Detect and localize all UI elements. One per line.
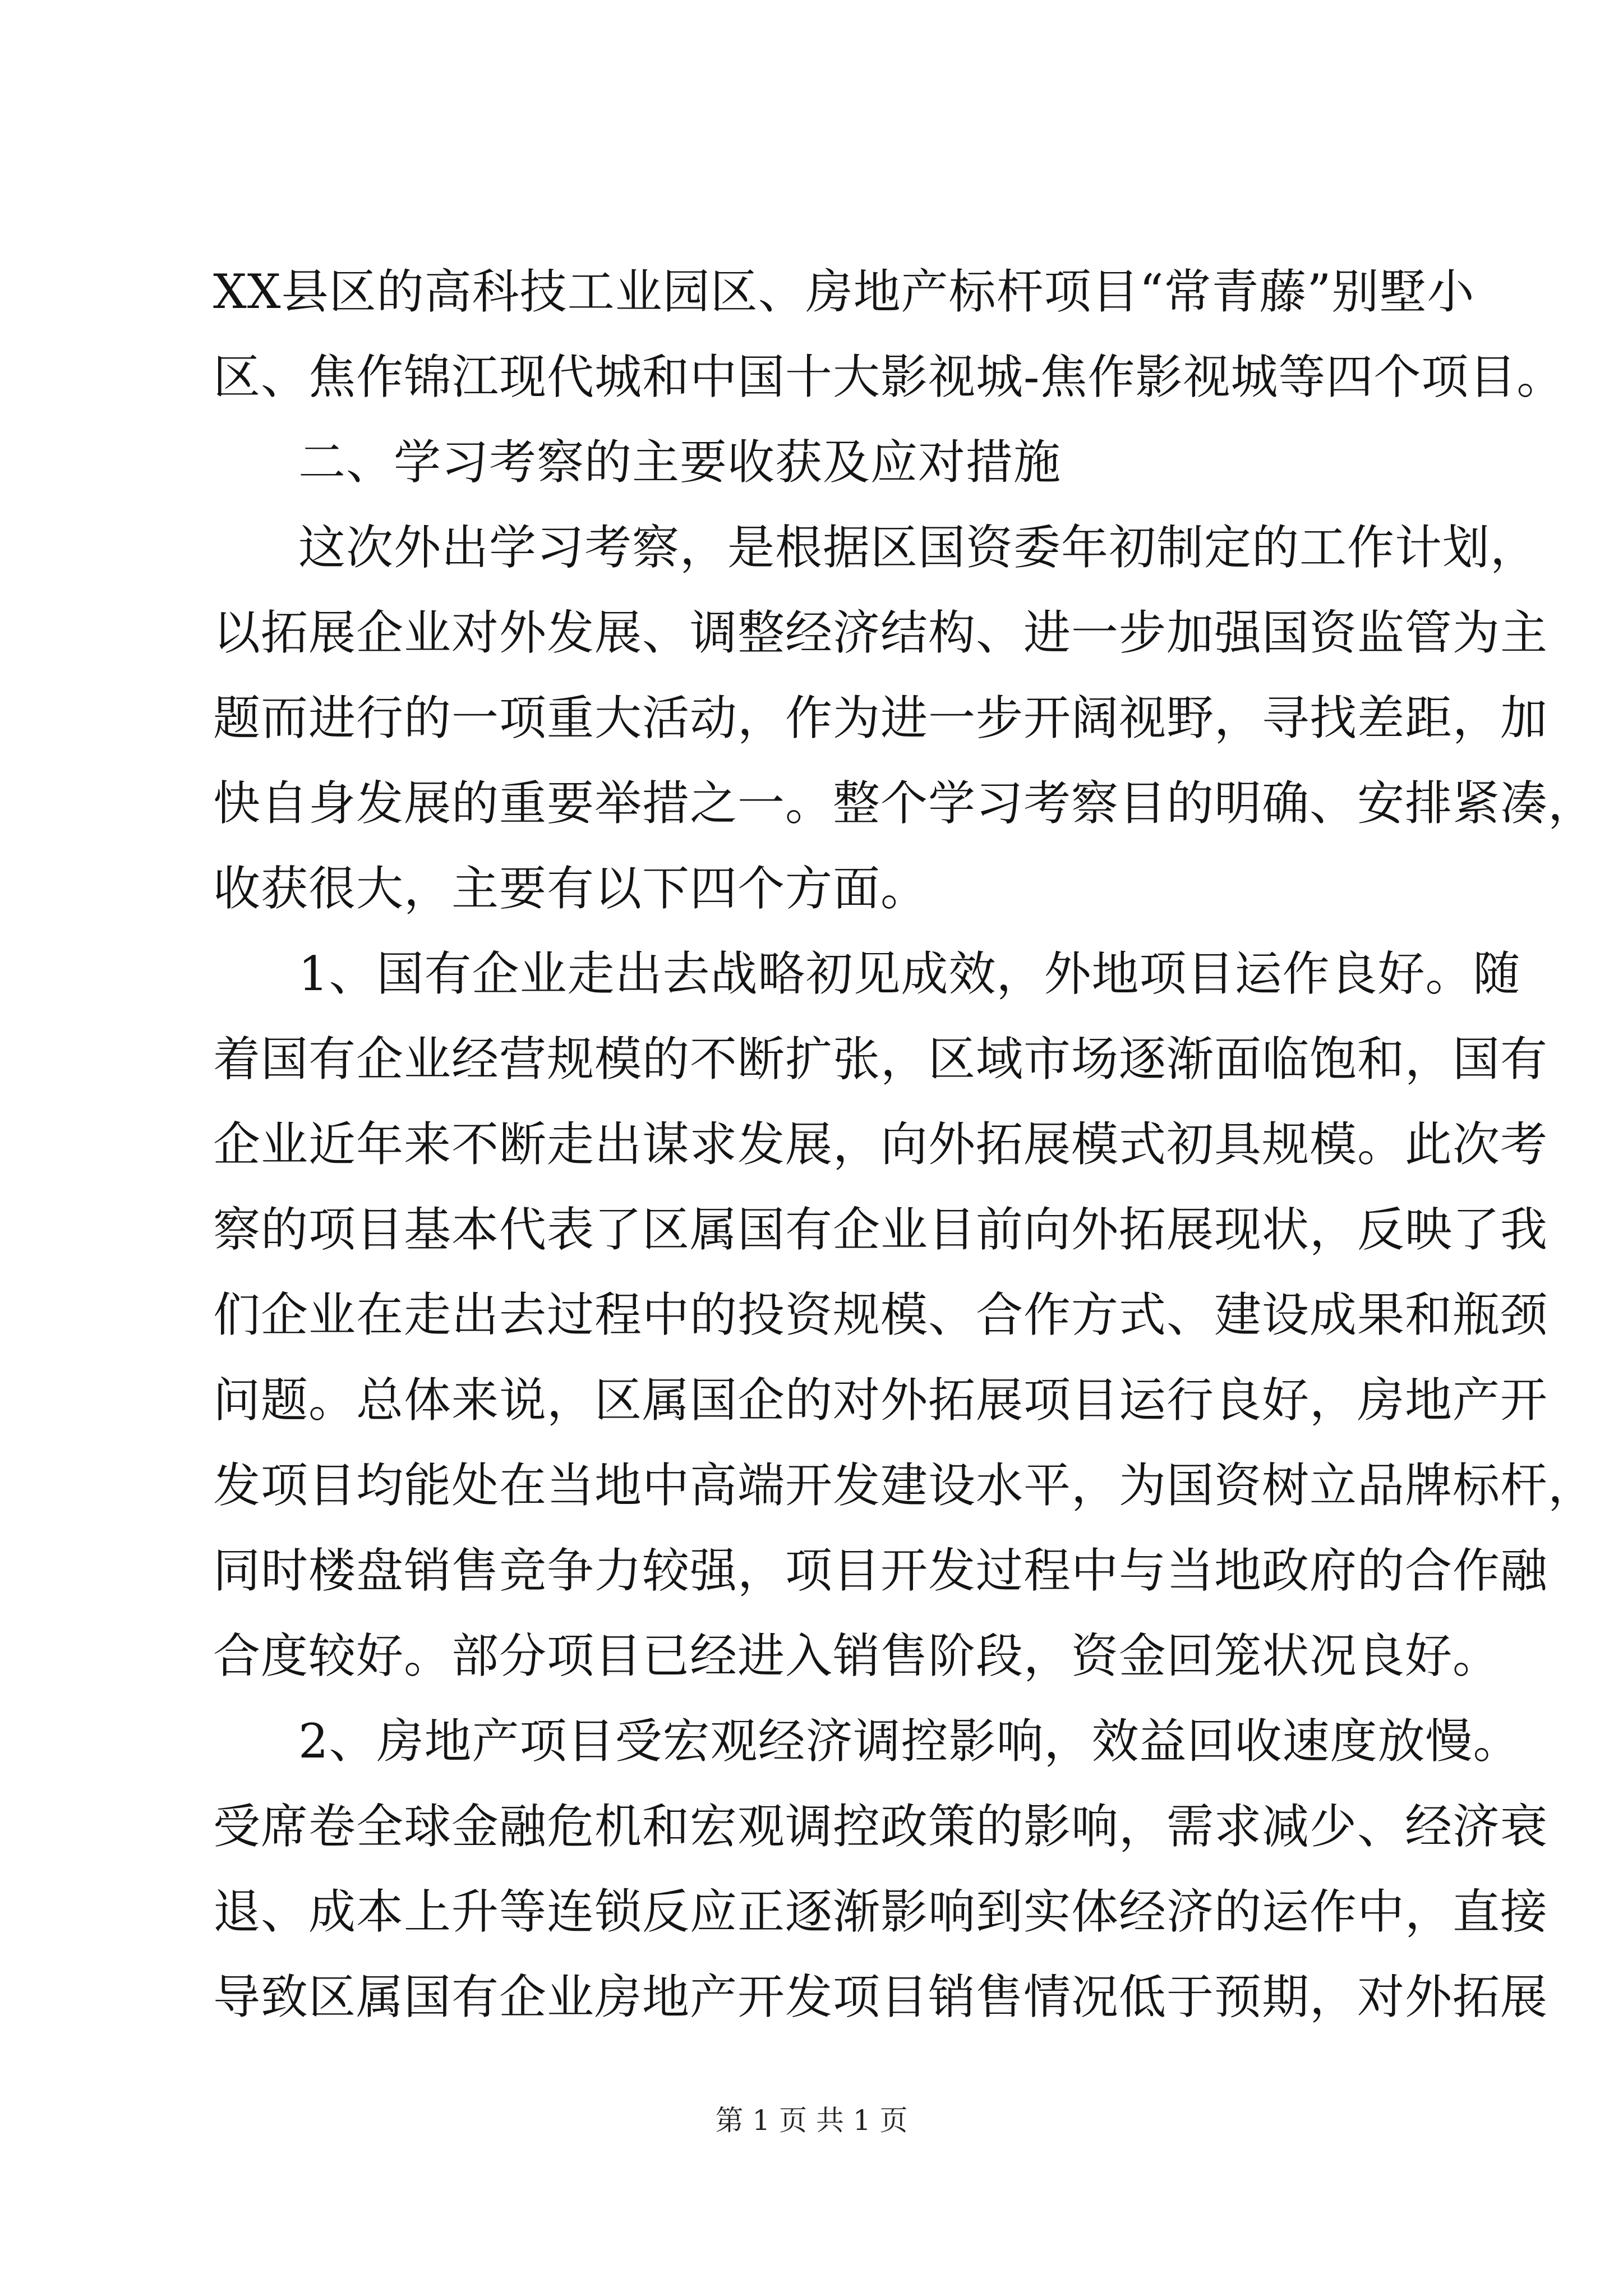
text-line: 察的项目基本代表了区属国有企业目前向外拓展现状，反映了我	[213, 1202, 1548, 1257]
text-line: 这次外出学习考察，是根据区国资委年初制定的工作计划，	[298, 520, 1538, 575]
text-line: 题而进行的一项重大活动，作为进一步开阔视野，寻找差距，加	[213, 691, 1548, 746]
text-line: 同时楼盘销售竞争力较强，项目开发过程中与当地政府的合作融	[213, 1543, 1548, 1598]
document-body	[213, 264, 1596, 2054]
text-line: 问题。总体来说，区属国企的对外拓展项目运行良好，房地产开	[213, 1373, 1548, 1428]
text-line: 着国有企业经营规模的不断扩张，区域市场逐渐面临饱和，国有	[213, 1032, 1548, 1087]
text-line: 1、国有企业走出去战略初见成效，外地项目运作良好。随	[298, 946, 1521, 1001]
text-line: 导致区属国有企业房地产开发项目销售情况低于预期，对外拓展	[213, 1970, 1548, 2024]
text-line: XX县区的高科技工业园区、房地产标杆项目“常青藤”别墅小	[213, 264, 1475, 319]
text-line: 快自身发展的重要举措之一。整个学习考察目的明确、安排紧凑，	[213, 776, 1596, 831]
text-line: 们企业在走出去过程中的投资规模、合作方式、建设成果和瓶颈	[213, 1287, 1548, 1342]
text-line: 区、焦作锦江现代城和中国十大影视城-焦作影视城等四个项目。	[213, 349, 1565, 404]
text-line: 发项目均能处在当地中高端开发建设水平，为国资树立品牌标杆，	[213, 1458, 1596, 1513]
text-line: 退、成本上升等连锁反应正逐渐影响到实体经济的运作中，直接	[213, 1884, 1548, 1939]
text-line: 企业近年来不断走出谋求发展，向外拓展模式初具规模。此次考	[213, 1117, 1548, 1172]
text-line: 2、房地产项目受宏观经济调控影响，效益回收速度放慢。	[298, 1714, 1521, 1769]
text-line: 以拓展企业对外发展、调整经济结构、进一步加强国资监管为主	[213, 605, 1548, 660]
page-footer: 第 1 页 共 1 页	[715, 2104, 908, 2137]
text-line: 二、学习考察的主要收获及应对措施	[298, 435, 1062, 490]
text-line: 收获很大，主要有以下四个方面。	[213, 861, 929, 916]
text-line: 合度较好。部分项目已经进入销售阶段，资金回笼状况良好。	[213, 1628, 1501, 1683]
text-line: 受席卷全球金融危机和宏观调控政策的影响，需求减少、经济衰	[213, 1799, 1548, 1854]
